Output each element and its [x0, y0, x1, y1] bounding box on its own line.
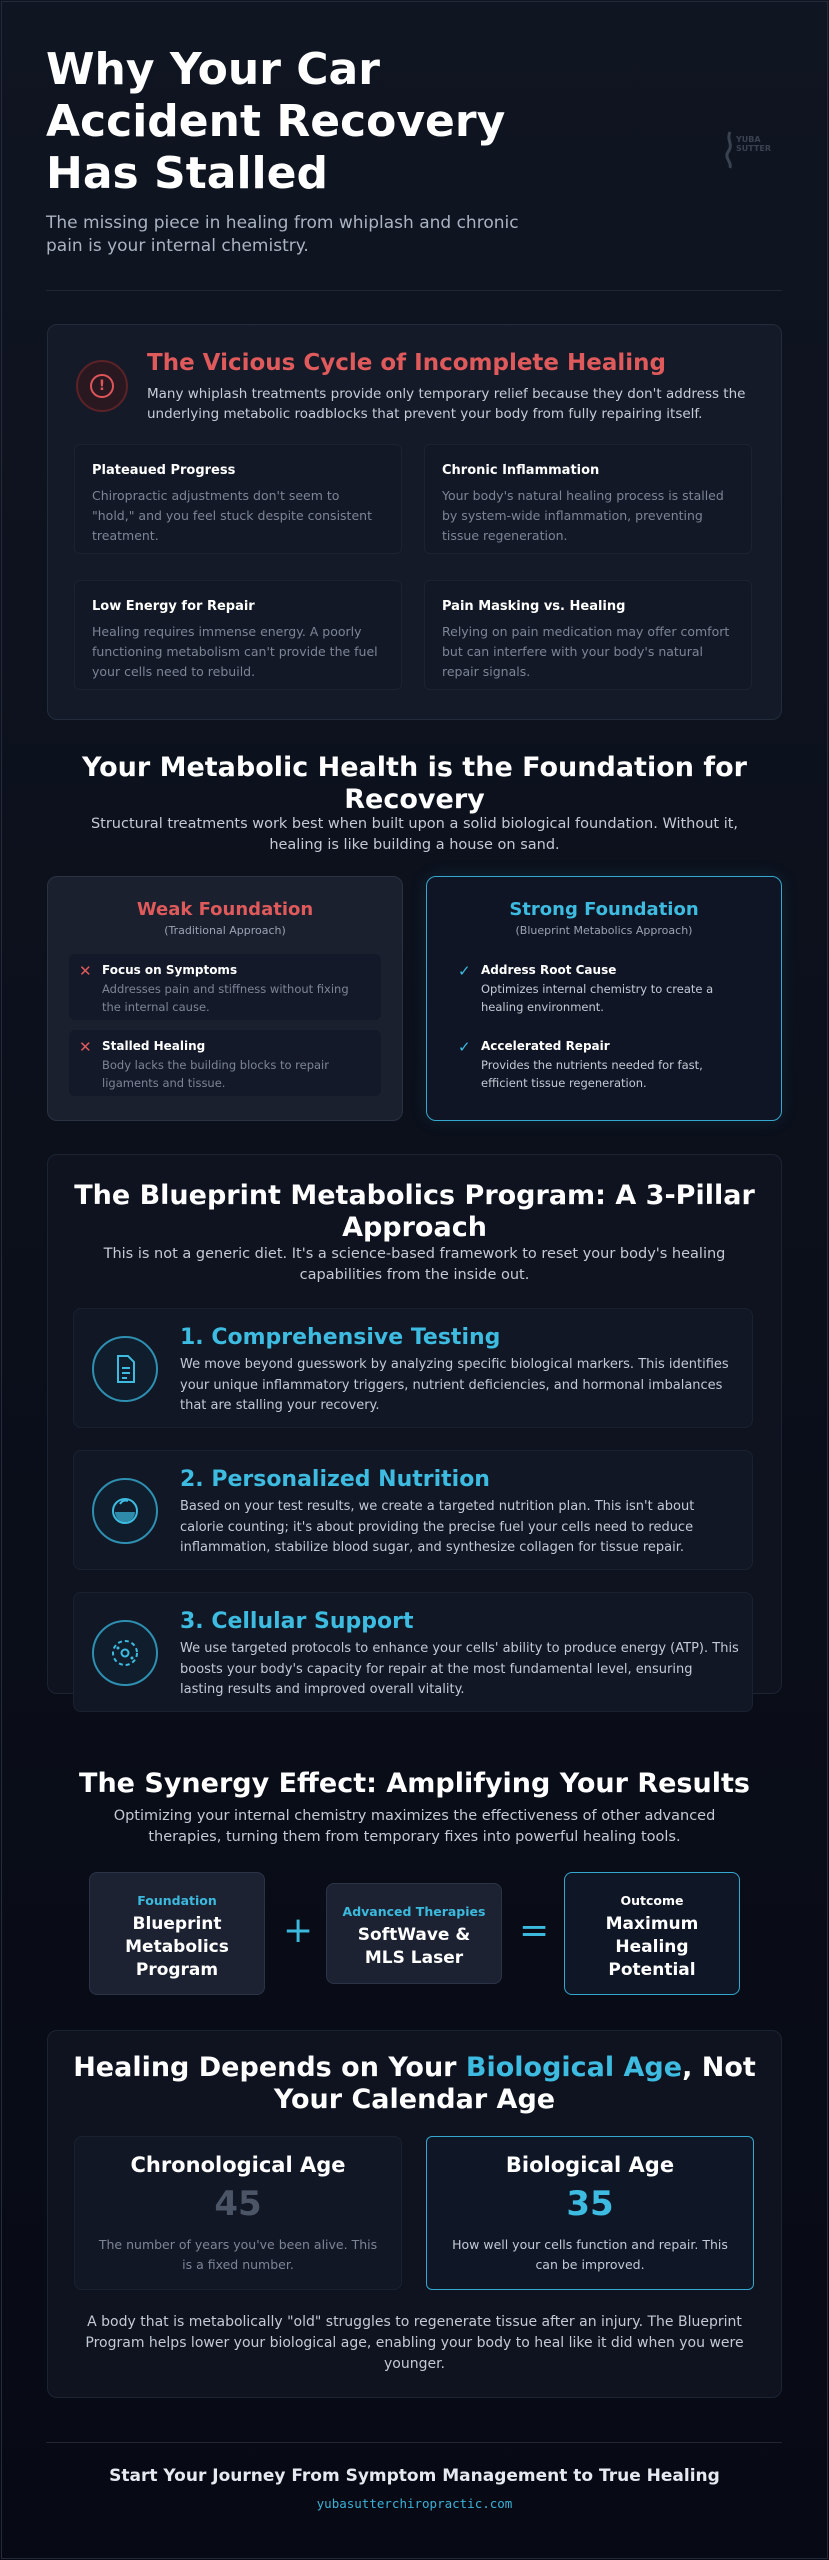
vicious-cycle-text: Many whiplash treatments provide only temporary relief because they don't address the underlying metabolic roadblocks that prevent your body from fully repairing itself.: [147, 386, 746, 422]
cell-icon: [92, 1620, 158, 1686]
nutrition-bowl-icon: [92, 1478, 158, 1544]
pillar-card: [73, 1592, 753, 1712]
strong-item: [448, 954, 760, 1020]
synergy-box-label: Advanced Therapies: [342, 1904, 486, 1919]
equals-sign: =: [519, 1910, 550, 1951]
weak-item-title: Stalled Healing: [102, 1039, 206, 1053]
pillar-title: 1. Comprehensive Testing: [180, 1325, 501, 1350]
problem-text: Relying on pain medication may offer comfort but can interfere with your body's natural repair signals.: [442, 624, 730, 679]
problem-title: Plateaued Progress: [92, 463, 236, 478]
header-divider: [46, 290, 782, 291]
pillar-text: Based on your test results, we create a targeted nutrition plan. This isn't about calorie counting; it's about providing the precise fuel your cells need to reduce inflammation, stabilize blood sugar, and synthesize collagen for tissue repair.: [180, 1499, 695, 1555]
weak-item-text: Addresses pain and stiffness without fixing the internal cause.: [102, 982, 349, 1014]
chronological-age-text: The number of years you've been alive. This is a fixed number.: [98, 2237, 378, 2272]
biological-age-card: [426, 2136, 754, 2290]
check-icon: ✓: [458, 962, 471, 980]
problem-card: [424, 444, 752, 554]
problem-title: Low Energy for Repair: [92, 599, 255, 614]
strong-foundation-title: Strong Foundation: [509, 899, 699, 920]
age-title-accent: Biological Age: [465, 2052, 683, 2083]
weak-item-title: Focus on Symptoms: [102, 963, 238, 977]
logo: [722, 128, 778, 172]
problem-title: Chronic Inflammation: [442, 463, 600, 478]
problem-card: [74, 444, 402, 554]
synergy-box-label: Outcome: [620, 1893, 684, 1908]
age-title-part: Healing Depends on Your: [73, 2052, 466, 2083]
synergy-subtitle: Optimizing your internal chemistry maximizes the effectiveness of other advanced therapies, turning them from temporary fixes into powerful healing tools.: [113, 1808, 716, 1845]
program-title: The Blueprint Metabolics Program: A 3-Pillar Approach: [74, 1180, 755, 1243]
strong-item-text: Provides the nutrients needed for fast, efficient tissue regeneration.: [481, 1058, 703, 1090]
foundation-title: Your Metabolic Health is the Foundation for Recovery: [82, 752, 747, 815]
strong-foundation-card: [426, 876, 782, 1121]
weak-foundation-title: Weak Foundation: [136, 899, 314, 920]
synergy-box-value: Blueprint Metabolics Program: [125, 1914, 229, 1980]
synergy-foundation-box: [89, 1872, 265, 1995]
age-title-part: , Not Your Calendar Age: [273, 2052, 756, 2115]
strong-foundation-subtitle: (Blueprint Metabolics Approach): [515, 924, 693, 937]
x-icon: ✕: [79, 1038, 92, 1056]
problem-title: Pain Masking vs. Healing: [442, 599, 626, 614]
pillar-card: [73, 1308, 753, 1428]
weak-item: [69, 954, 381, 1020]
biological-age-text: How well your cells function and repair. This can be improved.: [452, 2237, 728, 2272]
strong-item-title: Accelerated Repair: [481, 1039, 610, 1053]
weak-foundation-card: [47, 876, 403, 1121]
age-title: [60, 2052, 769, 2116]
chronological-age-value: 45: [214, 2184, 262, 2224]
chronological-age-title: Chronological Age: [130, 2153, 346, 2177]
document-icon: [92, 1336, 158, 1402]
strong-item-text: Optimizes internal chemistry to create a healing environment.: [481, 982, 714, 1014]
pillar-text: We use targeted protocols to enhance your cells' ability to produce energy (ATP). This boosts your body's capacity for repair at the most fundamental level, ensuring lasting results and improved overall vitality.: [180, 1641, 739, 1697]
plus-sign: +: [283, 1910, 314, 1951]
program-subtitle: This is not a generic diet. It's a science-based framework to reset your body's healing capabilities from the inside out.: [103, 1246, 726, 1283]
chronological-age-card: [74, 2136, 402, 2290]
synergy-box-label: Foundation: [137, 1893, 217, 1908]
strong-item-title: Address Root Cause: [481, 963, 617, 977]
pillar-card: [73, 1450, 753, 1570]
foundation-subtitle: Structural treatments work best when built upon a solid biological foundation. Without it, healing is like building a house on sand.: [90, 816, 739, 853]
synergy-title: The Synergy Effect: Amplifying Your Results: [79, 1768, 750, 1799]
synergy-box-value: Maximum Healing Potential: [605, 1914, 699, 1980]
pillar-title: 2. Personalized Nutrition: [180, 1467, 490, 1492]
alert-icon: !: [76, 360, 128, 412]
problem-text: Your body's natural healing process is stalled by system-wide inflammation, preventing tissue regeneration.: [442, 488, 724, 543]
footer-title: Start Your Journey From Symptom Management to True Healing: [109, 2466, 720, 2486]
x-icon: ✕: [79, 962, 92, 980]
weak-foundation-subtitle: (Traditional Approach): [164, 924, 286, 937]
problem-text: Chiropractic adjustments don't seem to "hold," and you feel stuck despite consistent treatment.: [92, 488, 372, 543]
pillar-title: 3. Cellular Support: [180, 1609, 414, 1634]
problem-card: [74, 580, 402, 690]
footer-url-link[interactable]: yubasutterchiropractic.com: [316, 2496, 513, 2511]
biological-age-value: 35: [566, 2184, 614, 2224]
footer-divider: [46, 2442, 782, 2443]
strong-item: [448, 1030, 760, 1096]
page-subtitle: The missing piece in healing from whiplash and chronic pain is your internal chemistry.: [46, 213, 519, 256]
pillar-text: We move beyond guesswork by analyzing specific biological markers. This identifies your unique inflammatory triggers, nutrient deficiencies, and hormonal imbalances that are stalling your recovery.: [180, 1357, 729, 1413]
age-note: A body that is metabolically "old" struggles to regenerate tissue after an injury. The Blueprint Program helps lower your biological age, enabling your body to heal like it did when you were younger.: [85, 2314, 744, 2372]
weak-item-text: Body lacks the building blocks to repair ligaments and tissue.: [102, 1058, 329, 1090]
problem-text: Healing requires immense energy. A poorly functioning metabolism can't provide the fuel your cells need to rebuild.: [92, 624, 378, 679]
synergy-outcome-box: [564, 1872, 740, 1995]
logo-text: YUBA SUTTER: [736, 135, 771, 153]
vicious-cycle-title: The Vicious Cycle of Incomplete Healing: [147, 350, 667, 376]
problem-card: [424, 580, 752, 690]
weak-item: [69, 1030, 381, 1096]
biological-age-title: Biological Age: [505, 2153, 675, 2177]
synergy-therapies-box: [326, 1883, 502, 1984]
check-icon: ✓: [458, 1038, 471, 1056]
page-title: Why Your Car Accident Recovery Has Stalled: [46, 44, 506, 199]
synergy-box-value: SoftWave & MLS Laser: [357, 1925, 471, 1968]
